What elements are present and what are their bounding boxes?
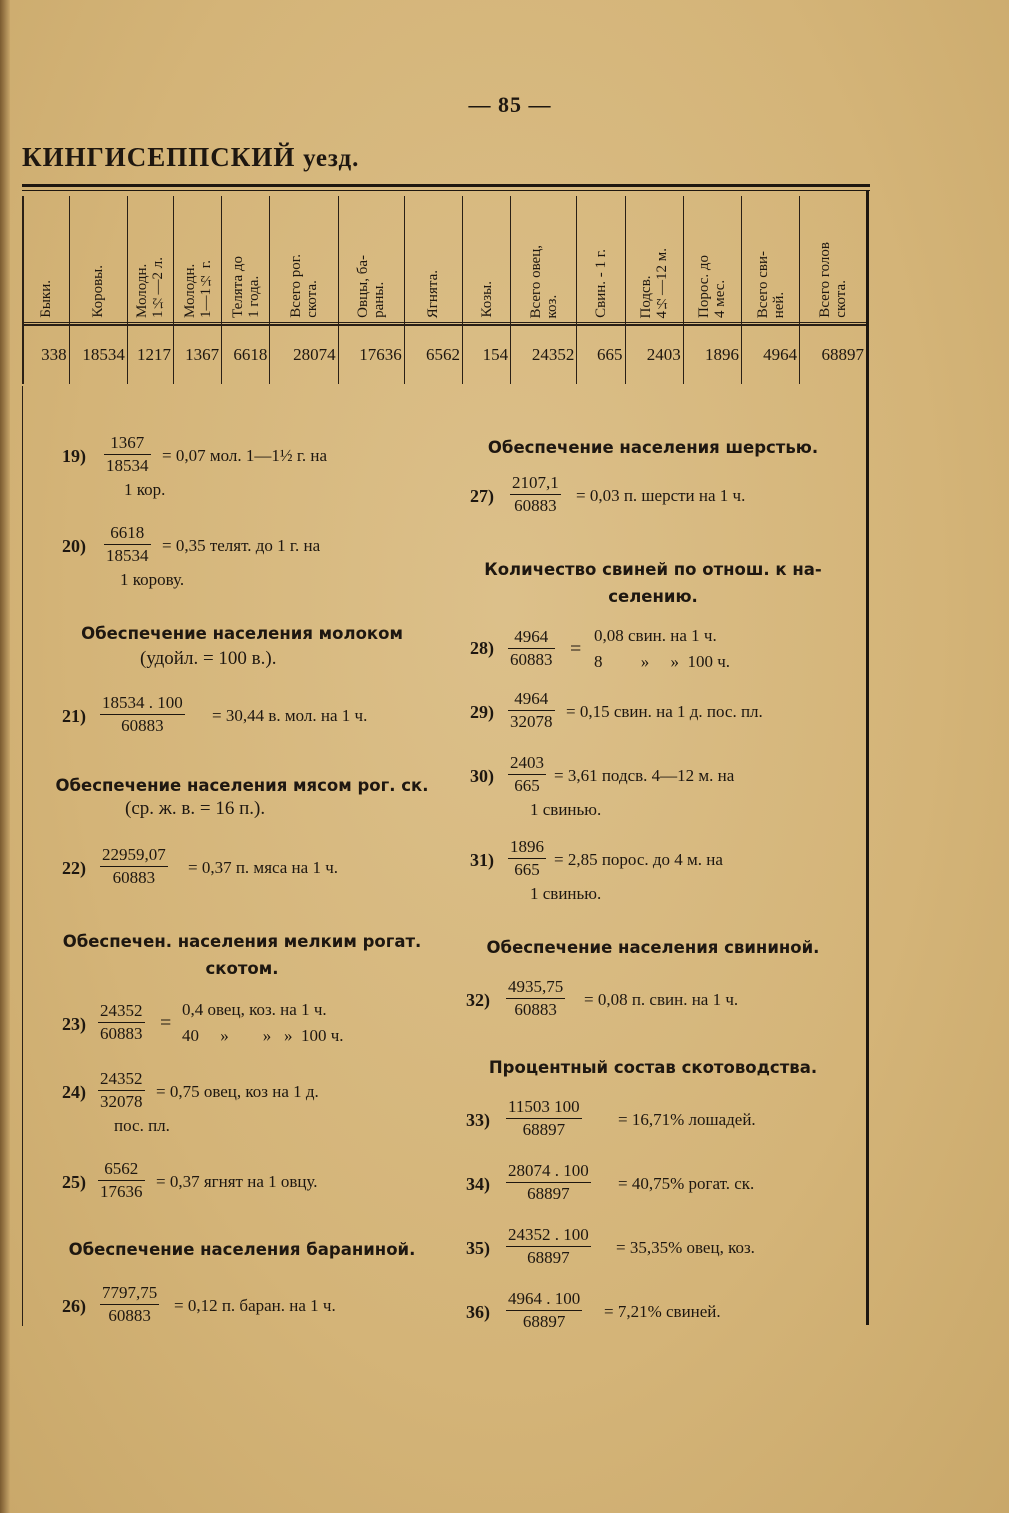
equation-number: 27): [470, 486, 494, 506]
equation-number: 36): [466, 1302, 490, 1322]
numerator: 18534 . 100: [100, 692, 185, 715]
table-header-row: [23, 196, 866, 325]
equals-sign: =: [570, 638, 582, 660]
denominator: 60883: [514, 1000, 557, 1019]
equation-32: [466, 974, 846, 1034]
equation-result: = 0,15 свин. на 1 д. пос. пл.: [566, 702, 763, 721]
right-frame-line: [866, 190, 869, 1325]
denominator: 32078: [510, 712, 553, 731]
section-heading-pork: Обеспечение населения свининой.: [486, 938, 820, 957]
table-cell: 17636: [338, 325, 404, 384]
fraction: [100, 844, 168, 889]
fraction: [506, 1288, 582, 1333]
table-cell: 1217: [127, 325, 173, 384]
equation-27: [470, 470, 850, 530]
equation-result: = 7,21% свиней.: [604, 1302, 721, 1321]
col-header: Подсв. 4½—12 м.: [625, 196, 683, 325]
equation-19: [62, 430, 442, 499]
table-cell: 1367: [174, 325, 222, 384]
page-number: — 85 —: [468, 92, 552, 117]
equation-number: 25): [62, 1172, 86, 1192]
equation-result: = 0,08 п. свин. на 1 ч.: [584, 990, 739, 1009]
section-heading-meat: Обеспечение населения мясом рог. ск.: [55, 776, 429, 795]
denominator: 60883: [100, 1024, 143, 1043]
col-header: Порос. до 4 мес.: [683, 196, 741, 325]
fraction: [100, 692, 185, 737]
table-cell: 338: [23, 325, 69, 384]
equation-36: [466, 1286, 846, 1346]
fraction: [506, 1096, 582, 1141]
numerator: 2403: [508, 752, 546, 775]
fraction: [510, 472, 561, 517]
table-cell: 28074: [270, 325, 338, 384]
fraction: [508, 836, 546, 881]
table-cell: 4964: [741, 325, 799, 384]
numerator: 4964: [508, 688, 555, 711]
fraction: [98, 1000, 145, 1045]
top-rule: [22, 184, 870, 187]
equation-26: [62, 1280, 442, 1340]
table-cell: 1896: [683, 325, 741, 384]
equation-number: 34): [466, 1174, 490, 1194]
fraction: [104, 432, 151, 477]
denominator: 18534: [106, 456, 149, 475]
numerator: 6562: [98, 1158, 145, 1181]
denominator: 60883: [510, 650, 553, 669]
table-cell: 6618: [222, 325, 270, 384]
equation-result: = 40,75% рогат. ск.: [618, 1174, 755, 1193]
equation-30: [470, 750, 850, 819]
equation-20: [62, 520, 442, 589]
denominator: 60883: [514, 496, 557, 515]
col-header: Козы.: [463, 196, 511, 325]
denominator: 17636: [100, 1182, 143, 1201]
numerator: 1367: [104, 432, 151, 455]
numerator: 24352: [98, 1000, 145, 1023]
equation-result: = 2,85 порос. до 4 м. на: [554, 850, 723, 869]
equation-result: = 3,61 подсв. 4—12 м. на: [554, 766, 735, 785]
equals-sign: =: [160, 1012, 172, 1034]
equation-number: 24): [62, 1082, 86, 1102]
left-frame-line: [22, 386, 23, 1326]
equation-result-cont: 1 свинью.: [530, 800, 602, 819]
section-heading-milk: Обеспечение населения молоком: [81, 624, 403, 643]
equation-35: [466, 1222, 846, 1282]
col-header: Всего овец, коз.: [511, 196, 577, 325]
page-title: [22, 142, 359, 173]
denominator: 60883: [121, 716, 164, 735]
denominator: 60883: [108, 1306, 151, 1325]
table-row: [23, 325, 866, 384]
equation-result: = 30,44 в. мол. на 1 ч.: [212, 706, 368, 725]
equation-result: = 0,12 п. баран. на 1 ч.: [174, 1296, 336, 1315]
section-heading-pigs: Количество свиней по отнош. к на- селению.: [484, 560, 822, 606]
equation-result: = 35,35% овец, коз.: [616, 1238, 755, 1257]
fraction: [100, 1282, 159, 1327]
col-header: Молодн. 1—1½ г.: [174, 196, 222, 325]
top-rule-thin: [22, 190, 870, 191]
equation-number: 28): [470, 638, 494, 658]
equation-result-cont: 1 кор.: [124, 480, 166, 499]
equation-result: = 0,03 п. шерсти на 1 ч.: [576, 486, 746, 505]
equation-number: 35): [466, 1238, 490, 1258]
section-subheading-milk: (удойл. = 100 в.).: [140, 648, 277, 669]
equation-number: 29): [470, 702, 494, 722]
fraction: [506, 1224, 591, 1269]
section-heading-wool: Обеспечение населения шерстью.: [487, 438, 819, 457]
equation-31: [470, 834, 850, 903]
denominator: 32078: [100, 1092, 143, 1111]
fraction: [506, 976, 565, 1021]
col-header: Всего рог. скота.: [270, 196, 338, 325]
equation-number: 30): [470, 766, 494, 786]
table-cell: 665: [577, 325, 625, 384]
equation-result: 0,4 овец, коз. на 1 ч.: [182, 1000, 327, 1019]
header-double-rule: [22, 322, 866, 323]
table-cell: 24352: [511, 325, 577, 384]
col-header: Всего голов скота.: [800, 196, 866, 325]
equation-number: 19): [62, 446, 86, 466]
denominator: 68897: [527, 1248, 570, 1267]
numerator: 1896: [508, 836, 546, 859]
equation-result-cont: 1 корову.: [120, 570, 185, 589]
numerator: 4964: [508, 626, 555, 649]
fraction: [506, 1160, 591, 1205]
col-header: Быки.: [23, 196, 69, 325]
equation-number: 21): [62, 706, 86, 726]
section-heading-mutton: Обеспечение населения бараниной.: [68, 1240, 416, 1259]
equation-33: [466, 1094, 846, 1154]
numerator: 4964 . 100: [506, 1288, 582, 1311]
numerator: 24352: [98, 1068, 145, 1091]
equation-number: 31): [470, 850, 494, 870]
col-header: Всего сви- ней.: [741, 196, 799, 325]
section-heading-small-cattle: Обеспечен. населения мелким рогат. скотом.: [62, 932, 422, 978]
denominator: 68897: [522, 1312, 566, 1331]
title-main: КИНГИСЕППСКИЙ: [22, 142, 296, 172]
col-header: Ягнята.: [404, 196, 462, 325]
fraction: [98, 1068, 145, 1113]
numerator: 2107,1: [510, 472, 561, 495]
equation-result: = 0,75 овец, коз на 1 д.: [156, 1082, 319, 1101]
col-header: Свин. - 1 г.: [577, 196, 625, 325]
denominator: 665: [514, 860, 540, 879]
numerator: 7797,75: [100, 1282, 159, 1305]
equation-result-cont: пос. пл.: [114, 1116, 170, 1135]
col-header: Телята до 1 года.: [222, 196, 270, 325]
numerator: 28074 . 100: [506, 1160, 591, 1183]
equation-result: = 0,37 ягнят на 1 овцу.: [156, 1172, 318, 1191]
denominator: 68897: [522, 1120, 566, 1139]
table-cell: 2403: [625, 325, 683, 384]
numerator: 11503 100: [506, 1096, 582, 1119]
numerator: 6618: [104, 522, 151, 545]
title-sub: уезд.: [303, 145, 360, 172]
equation-22: [62, 842, 442, 902]
equation-result: 0,08 свин. на 1 ч.: [594, 626, 717, 645]
equation-23: [62, 998, 442, 1058]
equation-number: 32): [466, 990, 490, 1010]
equation-number: 23): [62, 1014, 86, 1034]
equation-result: = 0,35 телят. до 1 г. на: [162, 536, 321, 555]
equation-number: 20): [62, 536, 86, 556]
denominator: 60883: [112, 868, 156, 887]
numerator: 4935,75: [506, 976, 565, 999]
section-subheading-meat: (ср. ж. в. = 16 п.).: [125, 798, 266, 819]
equation-29: [470, 686, 850, 746]
equation-number: 26): [62, 1296, 86, 1316]
section-heading-percent: Процентный состав скотоводства.: [488, 1058, 818, 1077]
equation-28: [470, 624, 850, 684]
fraction: [104, 522, 151, 567]
fraction: [508, 688, 555, 733]
equation-result-cont: 8 » » 100 ч.: [594, 652, 731, 671]
equation-result: = 0,07 мол. 1—1½ г. на: [162, 446, 328, 465]
col-header: Коровы.: [69, 196, 127, 325]
col-header: Овцы, ба- раны.: [338, 196, 404, 325]
denominator: 665: [514, 776, 540, 795]
equation-25: [62, 1156, 442, 1216]
numerator: 24352 . 100: [506, 1224, 591, 1247]
equation-result-cont: 1 свинью.: [530, 884, 602, 903]
equation-34: [466, 1158, 846, 1218]
equation-21: [62, 690, 442, 750]
equation-result: = 16,71% лошадей.: [618, 1110, 756, 1129]
col-header: Молодн. 1½—2 л.: [127, 196, 173, 325]
denominator: 68897: [527, 1184, 570, 1203]
table-cell: 68897: [800, 325, 866, 384]
table-cell: 6562: [404, 325, 462, 384]
fraction: [98, 1158, 145, 1203]
equation-result: = 0,37 п. мяса на 1 ч.: [188, 858, 339, 877]
equation-number: 33): [466, 1110, 490, 1130]
equation-24: [62, 1066, 442, 1135]
numerator: 22959,07: [100, 844, 168, 867]
livestock-table: [22, 196, 866, 384]
table-cell: 18534: [69, 325, 127, 384]
denominator: 18534: [106, 546, 149, 565]
fraction: [508, 752, 546, 797]
book-spine-edge: [0, 0, 10, 1513]
fraction: [508, 626, 555, 671]
equation-result-cont: 40 » » » 100 ч.: [182, 1026, 344, 1045]
table-cell: 154: [463, 325, 511, 384]
equation-number: 22): [62, 858, 86, 878]
